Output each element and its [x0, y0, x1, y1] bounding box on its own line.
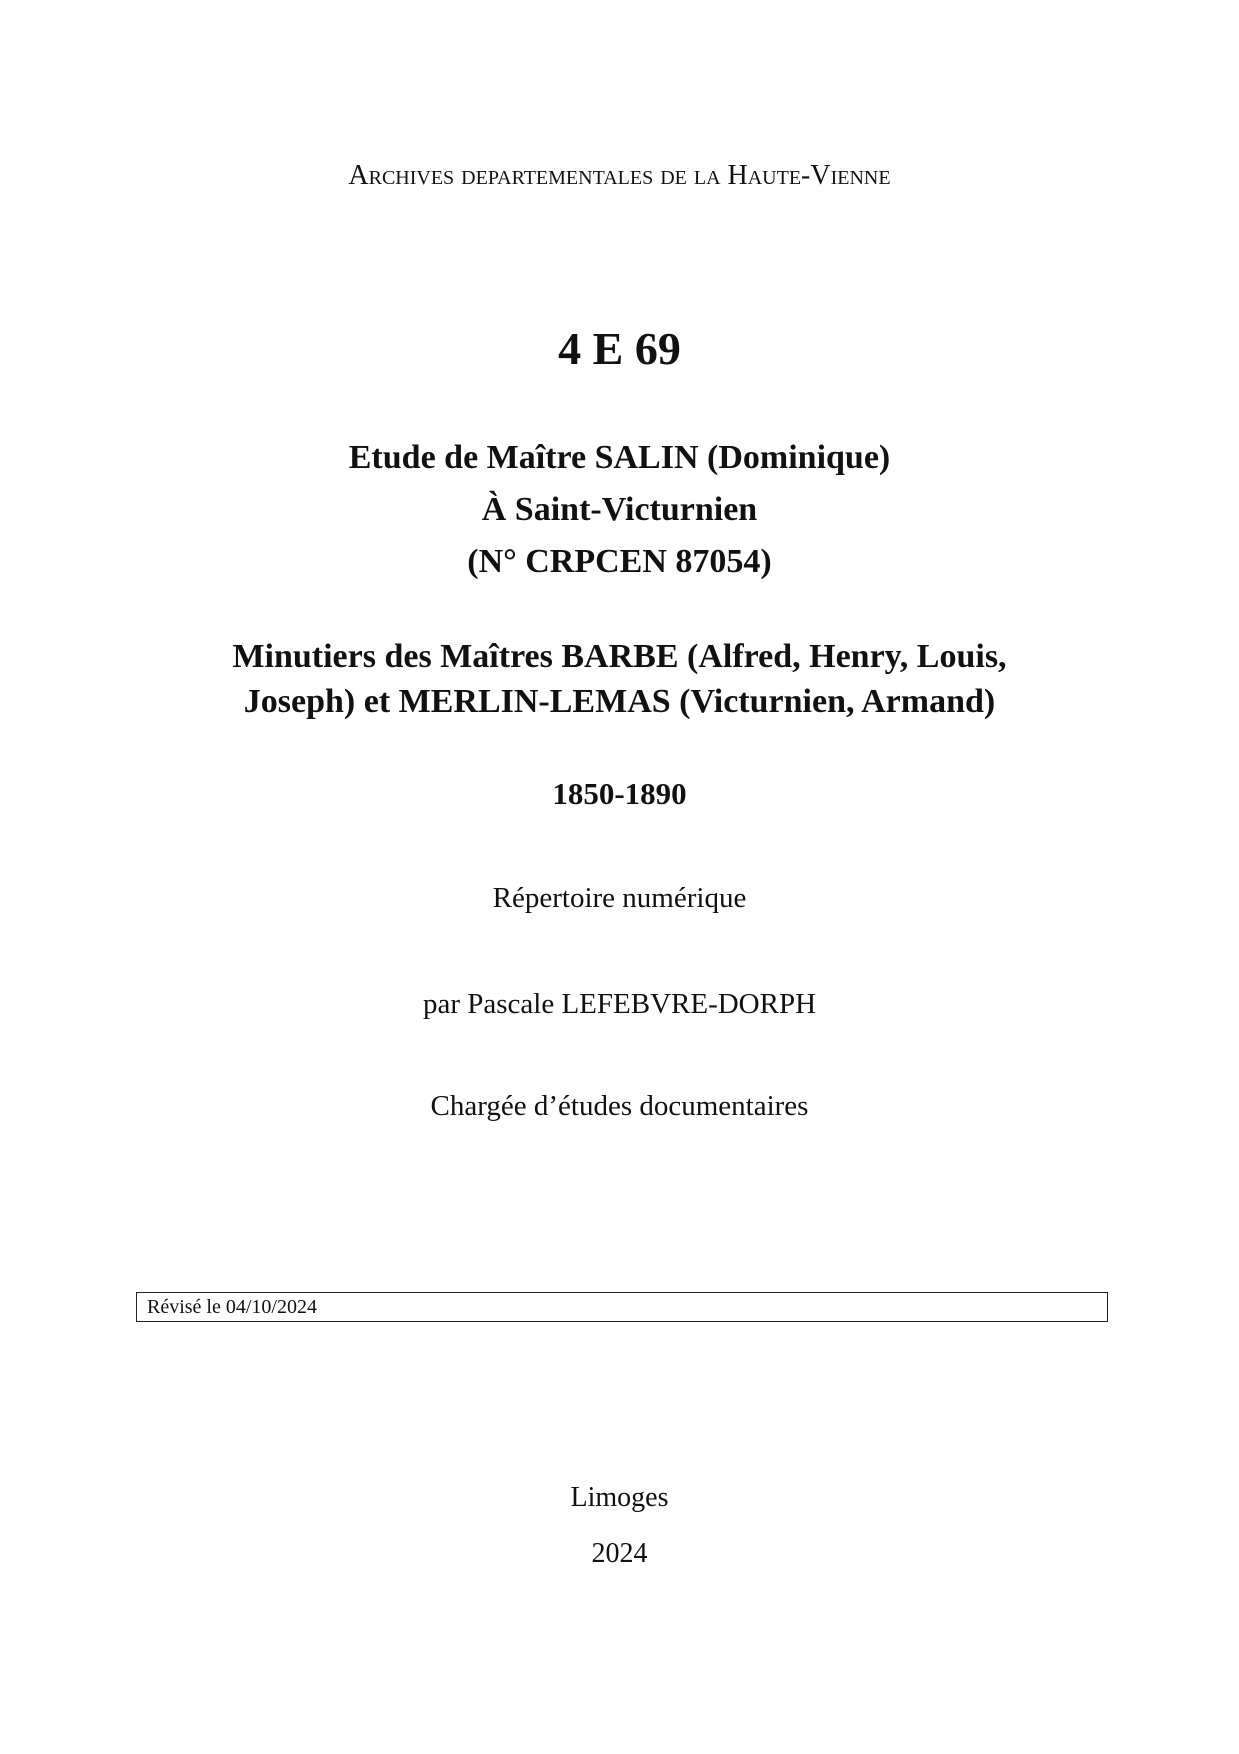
document-author: par Pascale LEFEBVRE-DORPH — [422, 988, 817, 1020]
publication-place: Limoges — [570, 1482, 669, 1513]
minutiers-block — [0, 634, 1239, 724]
date-range: 1850-1890 — [552, 776, 687, 811]
etude-title-line: Etude de Maître SALIN (Dominique) — [348, 439, 891, 476]
etude-crpcen-line: (N° CRPCEN 87054) — [467, 543, 772, 580]
author-role: Chargée d’études documentaires — [430, 1090, 809, 1122]
revision-date: Révisé le 04/10/2024 — [147, 1296, 317, 1318]
institution-header: Archives departementales de la Haute-Vienne — [348, 160, 891, 191]
etude-block — [0, 432, 1239, 588]
minutiers-line-2: Joseph) et MERLIN-LEMAS (Victurnien, Armand) — [243, 683, 996, 720]
minutiers-line-1: Minutiers des Maîtres BARBE (Alfred, Henry, Louis, — [232, 638, 1007, 675]
revision-box — [136, 1292, 1108, 1322]
publication-year: 2024 — [591, 1538, 648, 1569]
document-type: Répertoire numérique — [492, 882, 747, 914]
archive-cote: 4 E 69 — [558, 323, 681, 374]
etude-location-line: À Saint-Victurnien — [481, 491, 758, 528]
